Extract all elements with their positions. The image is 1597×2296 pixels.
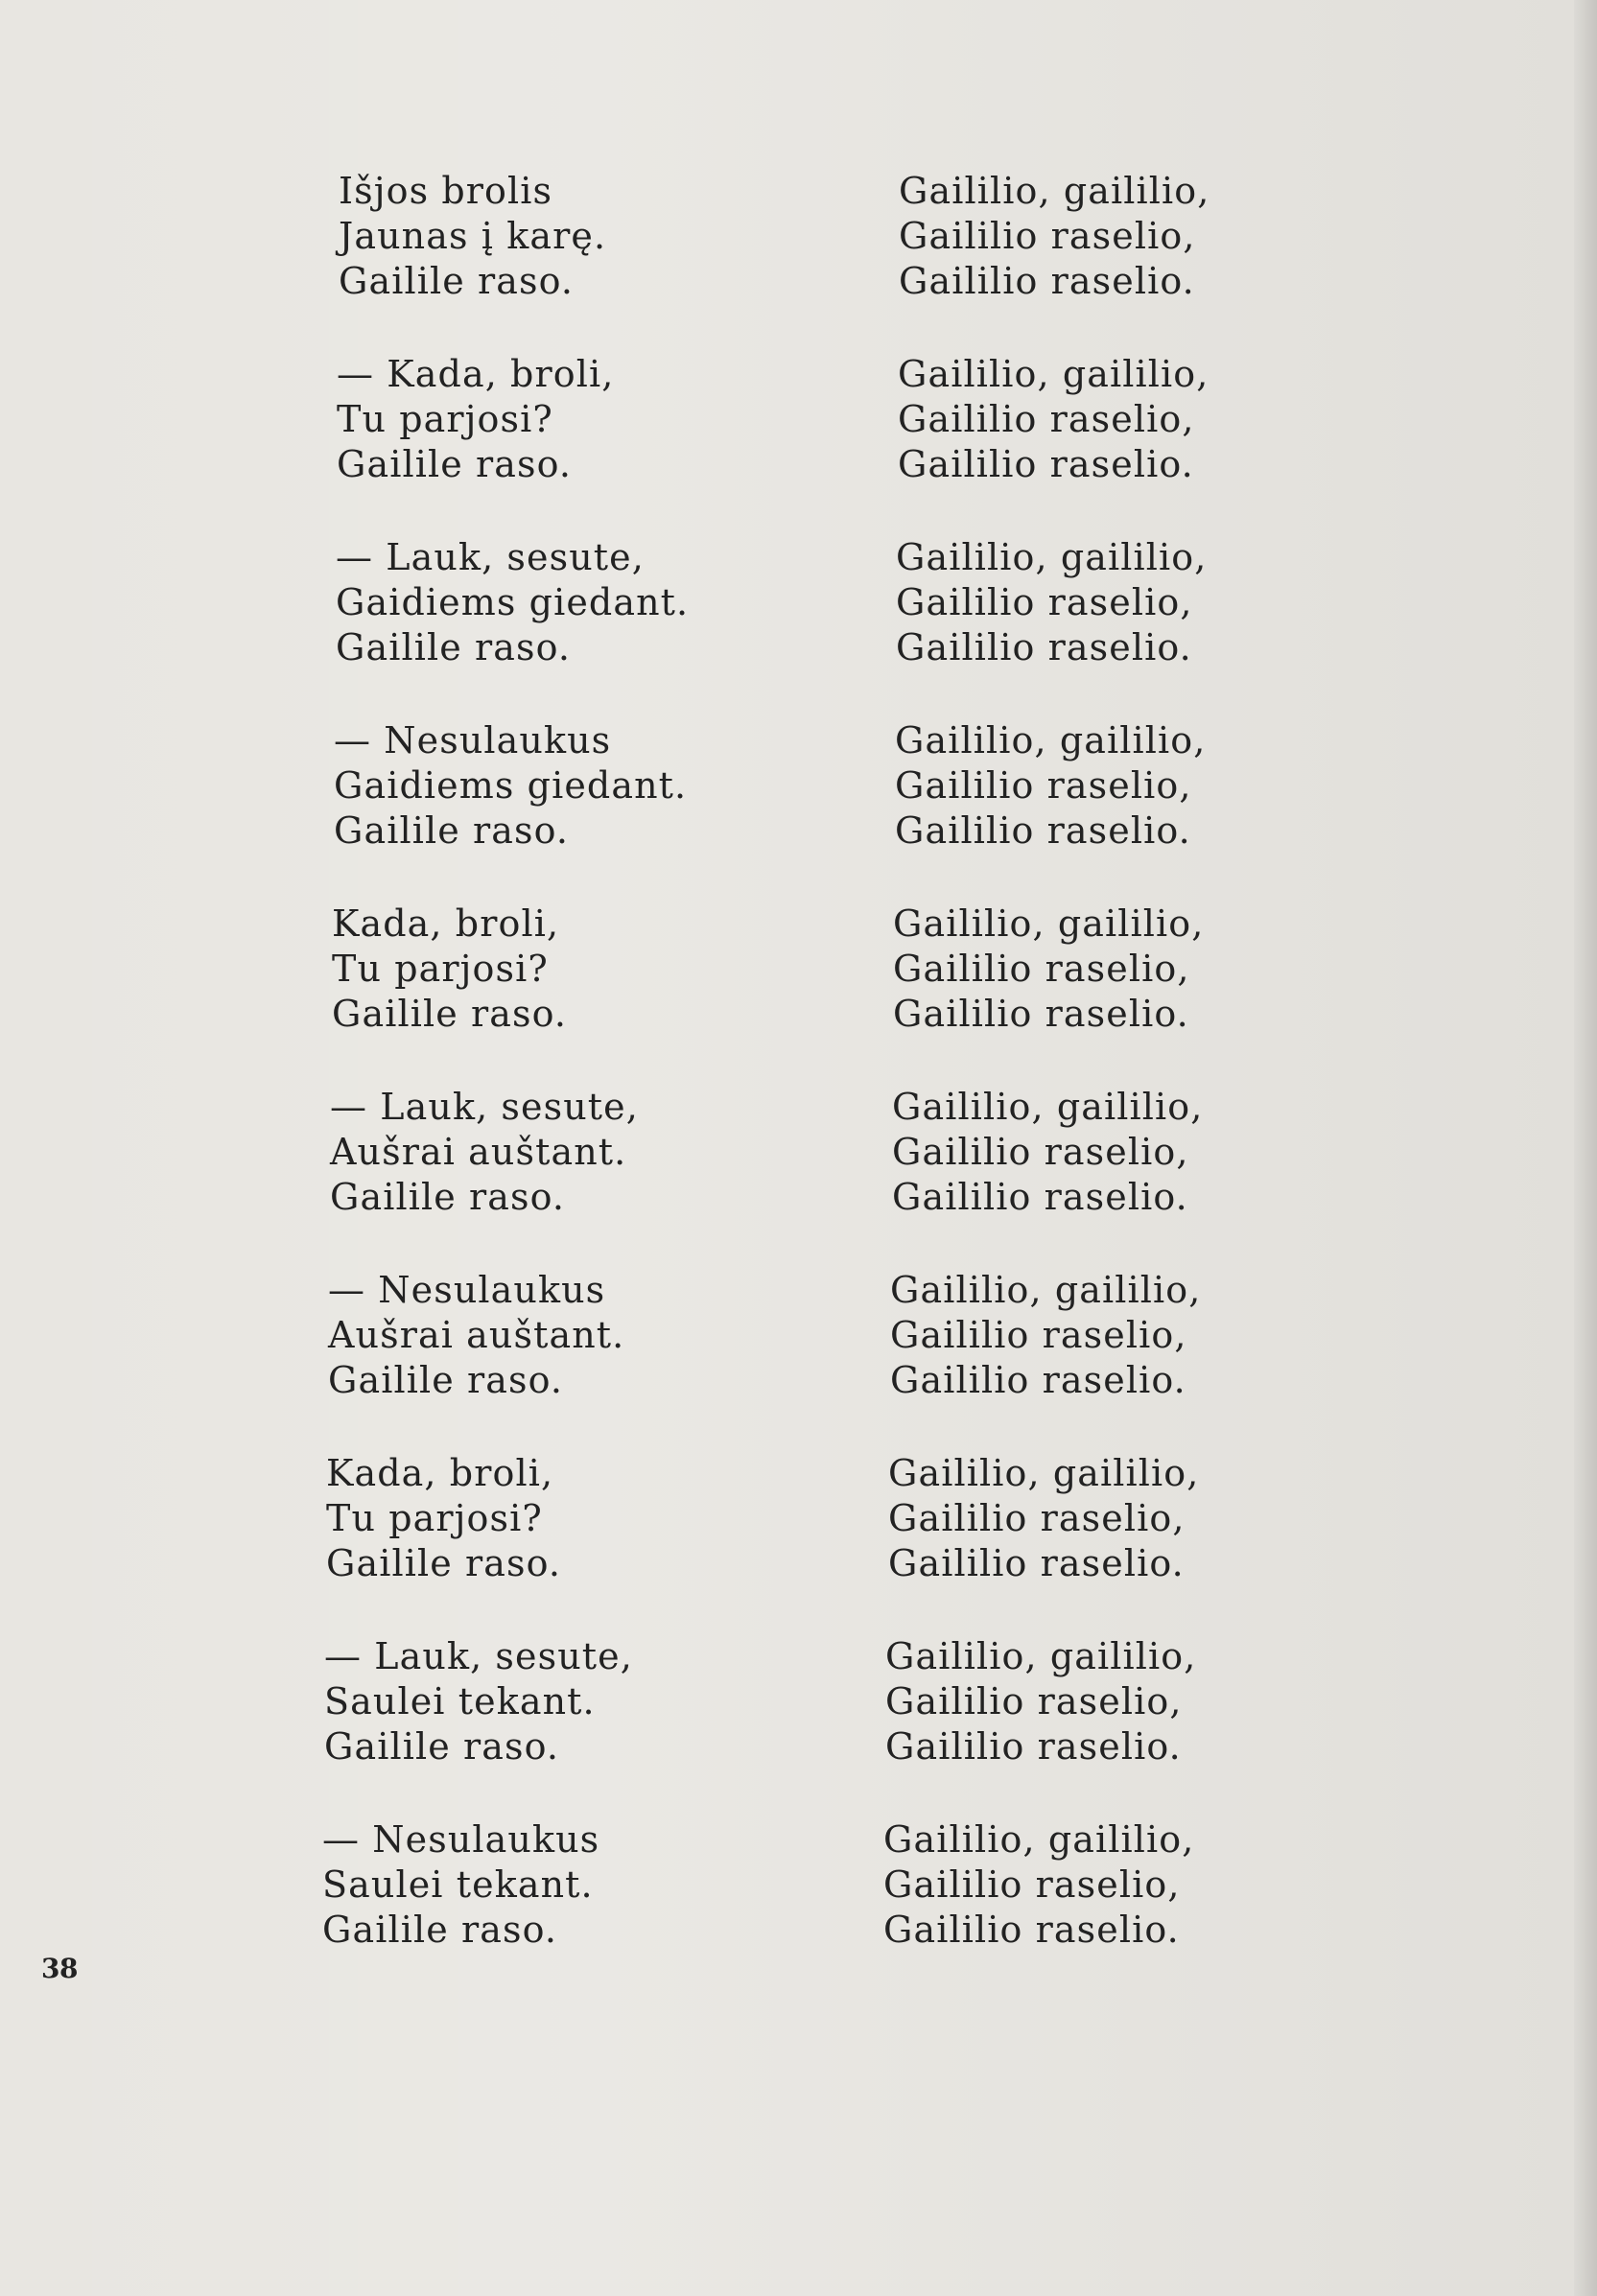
right-stanza [883,1817,1414,2001]
left-stanza [332,902,815,1085]
verse-line: Gailile raso. [324,1725,560,1768]
refrain-line: Gaililio, gaililio, [885,1635,1197,1677]
left-stanza [330,1085,815,1268]
refrain-line: Gaililio raselio. [890,1359,1186,1401]
verse-line: Saulei tekant. [324,1680,596,1722]
refrain-line: Gaililio, gaililio, [890,1269,1202,1311]
refrain-line: Gaililio, gaililio, [895,719,1207,761]
page-edge-shadow [1574,0,1597,2296]
verse-line: Gaidiems giedant. [336,581,690,623]
verse-line: Tu parjosi? [332,948,549,990]
page-number: 38 [41,1953,78,1984]
verse-line: — Nesulaukus [334,719,612,761]
refrain-line: Gaililio raselio. [895,809,1191,852]
verse-line: Kada, broli, [332,902,560,945]
verse-line: Aušrai auštant. [328,1314,625,1356]
right-stanza [888,1451,1414,1634]
refrain-line: Gaililio raselio, [898,398,1195,440]
verse-line: Išjos brolis [339,170,553,212]
verse-line: — Nesulaukus [322,1818,600,1861]
verse-line: Gailile raso. [328,1359,564,1401]
verse-line: Gailile raso. [332,993,568,1035]
refrain-line: Gaililio, gaililio, [893,902,1205,945]
refrain-line: Gaililio, gaililio, [888,1452,1200,1494]
verse-line: Gailile raso. [334,809,570,852]
verse-line: Tu parjosi? [337,398,553,440]
refrain-line: Gaililio raselio. [898,443,1194,485]
refrain-line: Gaililio, gaililio, [899,170,1210,212]
verse-line: Gailile raso. [326,1542,562,1584]
right-verse-column [877,169,1414,2001]
verse-line: Tu parjosi? [326,1497,543,1539]
refrain-line: Gaililio raselio, [899,215,1196,257]
left-stanza [339,169,815,352]
verse-line: Gailile raso. [330,1176,566,1218]
refrain-line: Gaililio raselio, [896,581,1193,623]
left-stanza [337,352,815,535]
refrain-line: Gaililio raselio, [892,1131,1189,1173]
right-stanza [893,902,1414,1085]
refrain-line: Gaililio raselio. [883,1909,1180,1951]
right-stanza [885,1634,1414,1817]
verse-line: Saulei tekant. [322,1863,594,1906]
verse-line: — Lauk, sesute, [324,1635,633,1677]
refrain-line: Gaililio raselio. [893,993,1189,1035]
verse-line: Gailile raso. [339,260,575,302]
verse-line: Kada, broli, [326,1452,554,1494]
verse-line: — Nesulaukus [328,1269,606,1311]
refrain-line: Gaililio raselio. [885,1725,1182,1768]
left-verse-column [317,169,815,2001]
refrain-line: Gaililio, gaililio, [892,1086,1204,1128]
verse-line: Gaidiems giedant. [334,764,688,807]
left-stanza [326,1451,815,1634]
verse-line: Gailile raso. [336,626,572,668]
right-stanza [898,352,1414,535]
left-stanza [324,1634,815,1817]
refrain-line: Gaililio raselio, [883,1863,1181,1906]
right-stanza [892,1085,1414,1268]
verse-line: — Kada, broli, [337,353,615,395]
refrain-line: Gaililio, gaililio, [898,353,1209,395]
verse-line: Aušrai auštant. [330,1131,627,1173]
refrain-line: Gaililio raselio, [890,1314,1187,1356]
right-stanza [896,535,1414,718]
verse-line: Jaunas į karę. [339,215,607,257]
verse-line: Gailile raso. [337,443,573,485]
right-stanza [899,169,1414,352]
left-stanza [334,718,815,902]
verse-line: Gailile raso. [322,1909,558,1951]
refrain-line: Gaililio raselio, [895,764,1192,807]
refrain-line: Gaililio raselio, [885,1680,1183,1722]
verse-line: — Lauk, sesute, [336,536,645,578]
refrain-line: Gaililio raselio. [888,1542,1185,1584]
refrain-line: Gaililio raselio. [896,626,1192,668]
right-stanza [895,718,1414,902]
right-stanza [890,1268,1414,1451]
left-stanza [336,535,815,718]
refrain-line: Gaililio raselio, [893,948,1190,990]
refrain-line: Gaililio raselio. [899,260,1195,302]
left-stanza [322,1817,815,2001]
refrain-line: Gaililio raselio. [892,1176,1188,1218]
refrain-line: Gaililio, gaililio, [883,1818,1195,1861]
verse-line: — Lauk, sesute, [330,1086,639,1128]
refrain-line: Gaililio raselio, [888,1497,1186,1539]
left-stanza [328,1268,815,1451]
refrain-line: Gaililio, gaililio, [896,536,1208,578]
